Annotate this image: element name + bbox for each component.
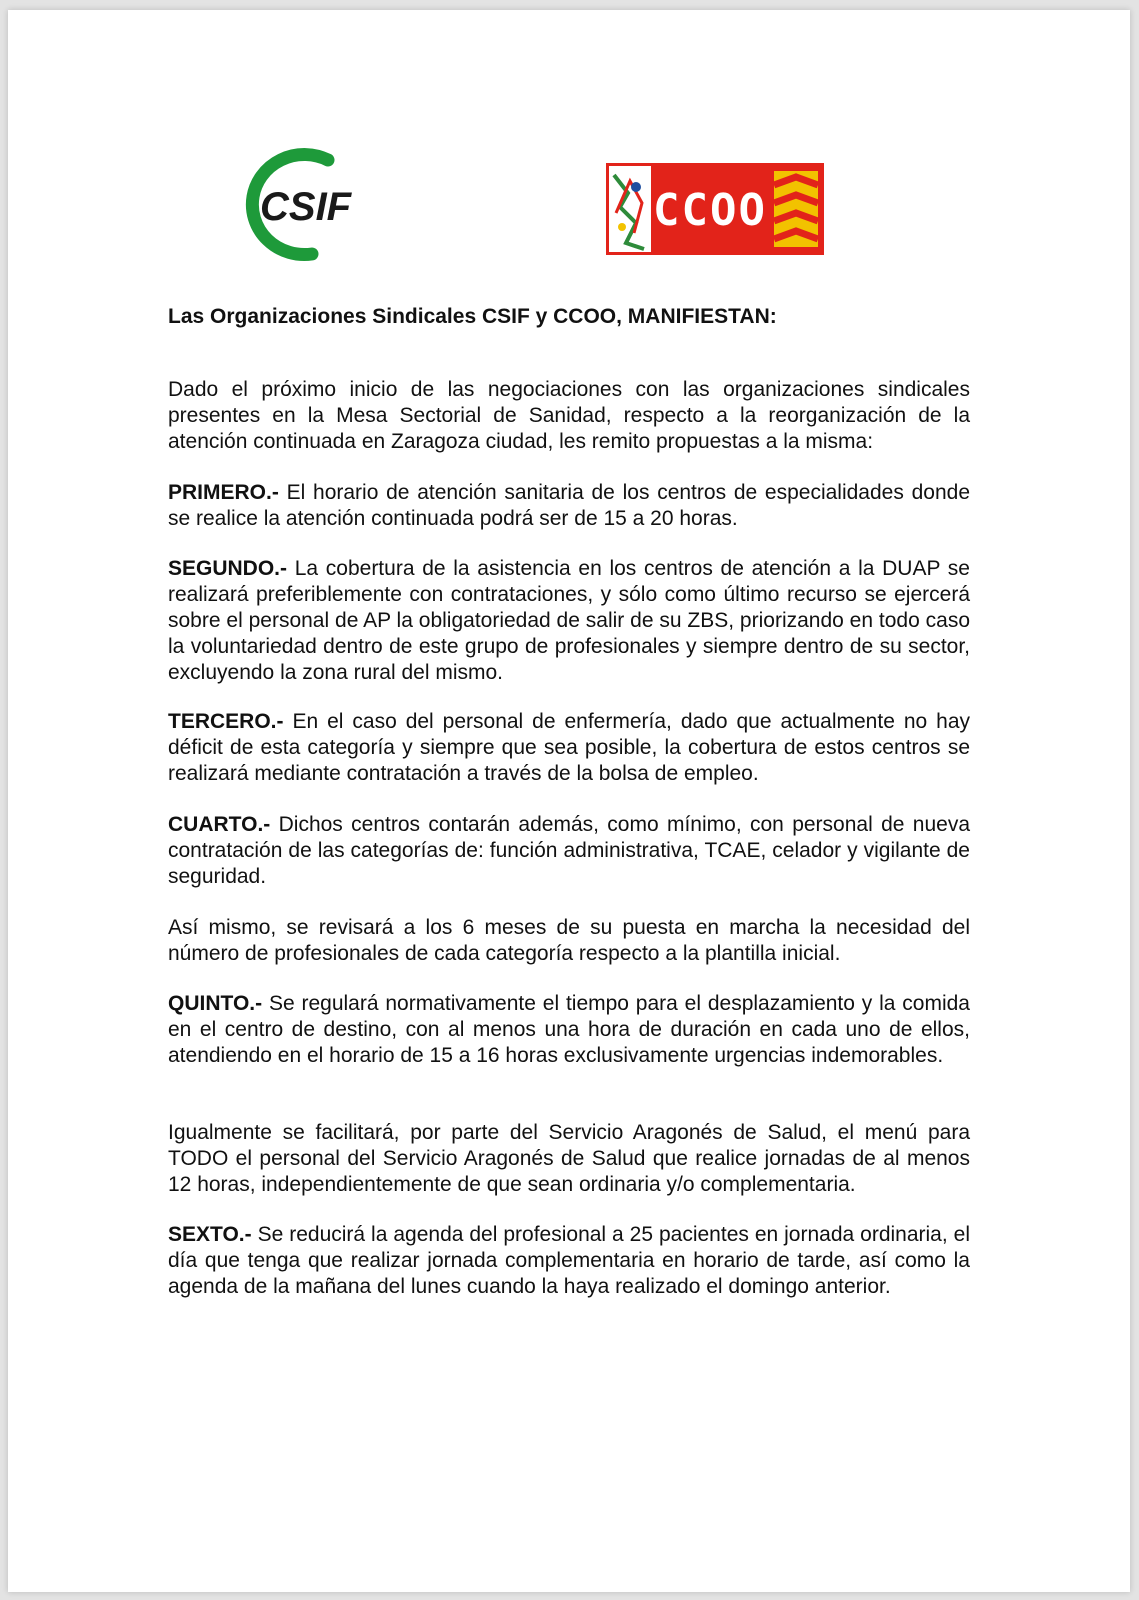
- csif-logo-text: CSIF: [260, 185, 352, 229]
- paragraph-igualmente: [168, 1120, 970, 1198]
- paragraph-label: PRIMERO.-: [168, 481, 279, 504]
- ccoo-logo: [606, 163, 824, 255]
- document-page: [8, 10, 1130, 1592]
- paragraph-sexto: [168, 1222, 970, 1300]
- paragraph-label: SEGUNDO.-: [168, 557, 288, 580]
- document-heading: Las Organizaciones Sindicales CSIF y CCOO, MANIFIESTAN:: [168, 305, 777, 328]
- paragraph-text: Se reducirá la agenda del profesional a 25 pacientes en jornada ordinaria, el día que tenga que realizar jornada complementaria en horario de tarde, así como la agenda de la mañana del lunes cuando la haya realizado el domingo anterior.: [168, 1223, 970, 1298]
- intro-paragraph: Dado el próximo inicio de las negociaciones con las organizaciones sindicales presentes en la Mesa Sectorial de Sanidad, respecto a la reorganización de la atención continuada en Zaragoza ciudad, les remito propuestas a la misma:: [168, 378, 970, 453]
- paragraph-cuarto: [168, 812, 970, 890]
- paragraph-label: CUARTO.-: [168, 813, 271, 836]
- paragraph-text: Igualmente se facilitará, por parte del Servicio Aragonés de Salud, el menú para TODO el personal del Servicio Aragonés de Salud que realice jornadas de al menos 12 horas, independientemente de que sean ordinaria y/o complementaria.: [168, 1121, 970, 1196]
- paragraph-label: QUINTO.-: [168, 992, 263, 1015]
- paragraph-label: TERCERO.-: [168, 710, 284, 733]
- paragraph-text: Así mismo, se revisará a los 6 meses de su puesta en marcha la necesidad del número de profesionales de cada categoría respecto a la plantilla inicial.: [168, 916, 970, 965]
- ccoo-logo-text: CCOO: [653, 185, 767, 236]
- csif-logo: [230, 148, 358, 264]
- paragraph-text: En el caso del personal de enfermería, dado que actualmente no hay déficit de esta categoría y siempre que sea posible, la cobertura de estos centros se realizará mediante contratación a través de la bolsa de empleo.: [168, 710, 970, 785]
- paragraph-segundo: [168, 556, 970, 686]
- paragraph-primero: [168, 480, 970, 532]
- paragraph-text: Se regulará normativamente el tiempo para el desplazamiento y la comida en el centro de destino, con al menos una hora de duración en cada uno de ellos, atendiendo en el horario de 15 a 16 horas exclusivamente urgencias indemorables.: [168, 992, 970, 1067]
- paragraph-text: La cobertura de la asistencia en los centros de atención a la DUAP se realizará preferiblemente con contrataciones, y sólo como último recurso se ejercerá sobre el personal de AP la obligatoriedad de salir de su ZBS, priorizando en todo caso la voluntariedad dentro de este grupo de profesionales y siempre dentro de su sector, excluyendo la zona rural del mismo.: [168, 557, 970, 684]
- paragraph-tercero: [168, 709, 970, 787]
- paragraph-text: El horario de atención sanitaria de los centros de especialidades donde se realice la atención continuada podrá ser de 15 a 20 horas.: [168, 481, 970, 530]
- paragraph-label: SEXTO.-: [168, 1223, 252, 1246]
- paragraph-quinto: [168, 991, 970, 1069]
- paragraph-asi-mismo: [168, 915, 970, 967]
- paragraph-text: Dichos centros contarán además, como mínimo, con personal de nueva contratación de las categorías de: función administrativa, TCAE, celador y vigilante de seguridad.: [168, 813, 970, 888]
